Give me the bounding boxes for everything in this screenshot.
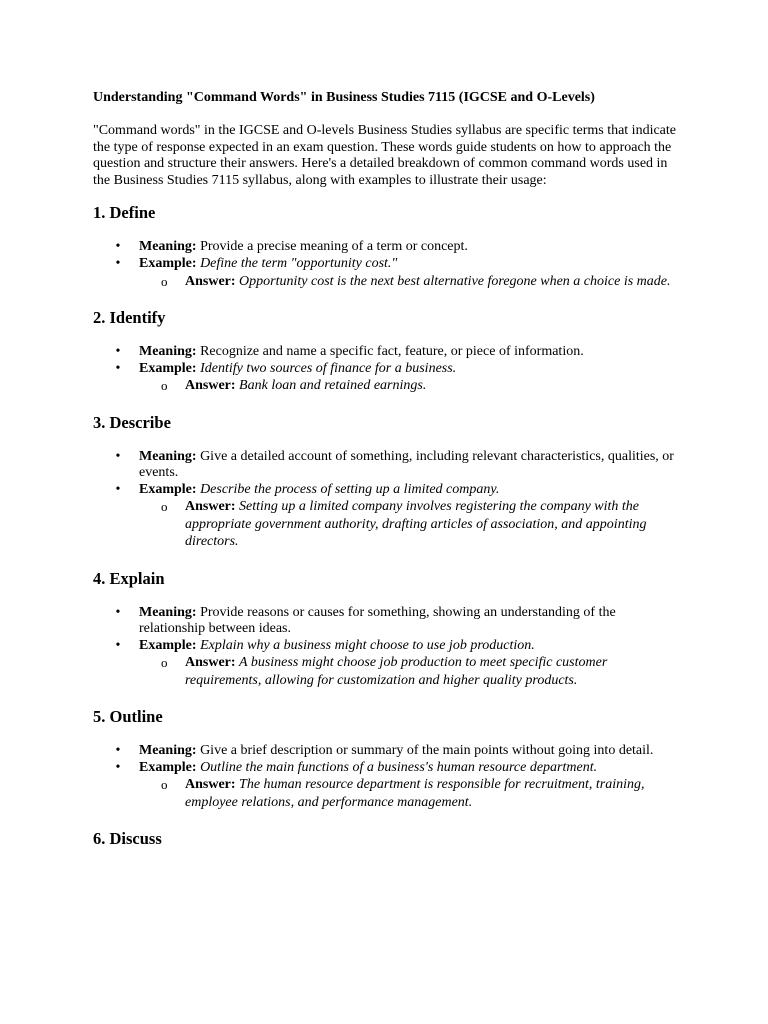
answer-text: Setting up a limited company involves registering the company with the appropriate government authority, drafting articles of association, and appointing directors.	[185, 499, 647, 550]
answer-list	[139, 273, 678, 290]
sub-bullet-icon: o	[161, 273, 168, 289]
answer-list	[139, 377, 678, 394]
bullet-icon: •	[115, 637, 121, 653]
answer-text: The human resource department is responsible for recruitment, training, employee relations, and performance management.	[185, 777, 645, 810]
meaning-text: Give a brief description or summary of the main points without going into detail.	[200, 743, 654, 759]
section-heading: 4. Explain	[93, 568, 165, 588]
sub-bullet-icon: o	[161, 777, 168, 793]
section-heading: 5. Outline	[93, 707, 163, 727]
section-list	[93, 344, 678, 395]
meaning-text: Provide a precise meaning of a term or concept.	[200, 239, 468, 255]
meaning-item	[93, 239, 678, 256]
answer-label: Answer:	[185, 499, 236, 515]
bullet-icon: •	[115, 481, 121, 497]
bullet-icon: •	[115, 255, 121, 271]
section-discuss	[93, 829, 678, 849]
answer-item	[139, 498, 678, 550]
bullet-icon: •	[115, 448, 121, 464]
example-item	[93, 482, 678, 551]
answer-label: Answer:	[185, 655, 236, 671]
answer-text: A business might choose job production to meet specific customer requirements, allowing for customization and higher quality products.	[185, 655, 608, 688]
bullet-icon: •	[115, 759, 121, 775]
answer-text: Bank loan and retained earnings.	[239, 378, 427, 394]
sub-bullet-icon: o	[161, 499, 168, 515]
bullet-icon: •	[115, 743, 121, 759]
answer-list	[139, 498, 678, 550]
section-list	[93, 743, 678, 811]
meaning-item	[93, 743, 678, 760]
meaning-item	[93, 449, 678, 482]
bullet-icon: •	[115, 239, 121, 255]
section-describe	[93, 413, 678, 551]
example-text: Define the term "opportunity cost."	[200, 255, 398, 271]
example-label: Example:	[139, 637, 197, 653]
example-label: Example:	[139, 360, 197, 376]
intro-paragraph: "Command words" in the IGCSE and O-levels Business Studies syllabus are specific terms that indicate the type of response expected in an exam question. These words guide students on how to approach the question and structure their answers. Here's a detailed breakdown of common command words used in the Business Studies 7115 syllabus, along with examples to illustrate their usage:	[93, 123, 676, 188]
meaning-text: Give a detailed account of something, including relevant characteristics, qualities, or events.	[139, 448, 674, 481]
section-list	[93, 239, 678, 290]
answer-list	[139, 776, 678, 811]
example-label: Example:	[139, 759, 197, 775]
section-heading: 3. Describe	[93, 412, 171, 432]
sub-bullet-icon: o	[161, 378, 168, 394]
bullet-icon: •	[115, 343, 121, 359]
example-label: Example:	[139, 481, 197, 497]
section-identify	[93, 308, 678, 395]
answer-label: Answer:	[185, 273, 236, 289]
answer-item	[139, 654, 678, 689]
example-text: Outline the main functions of a business's human resource department.	[200, 759, 598, 775]
meaning-text: Provide reasons or causes for something, showing an understanding of the relationship between ideas.	[139, 604, 616, 637]
example-text: Describe the process of setting up a limited company.	[200, 481, 500, 497]
bullet-icon: •	[115, 604, 121, 620]
meaning-item	[93, 605, 678, 638]
meaning-label: Meaning:	[139, 448, 197, 464]
section-heading: 6. Discuss	[93, 829, 162, 849]
answer-item	[139, 776, 678, 811]
meaning-text: Recognize and name a specific fact, feature, or piece of information.	[200, 343, 584, 359]
meaning-item	[93, 344, 678, 361]
answer-label: Answer:	[185, 378, 236, 394]
meaning-label: Meaning:	[139, 604, 197, 620]
document-title: Understanding "Command Words" in Business Studies 7115 (IGCSE and O-Levels)	[93, 90, 595, 105]
answer-text: Opportunity cost is the next best alternative foregone when a choice is made.	[239, 273, 671, 289]
example-item	[93, 361, 678, 395]
section-list	[93, 605, 678, 690]
section-outline	[93, 707, 678, 811]
meaning-label: Meaning:	[139, 343, 197, 359]
answer-item	[139, 377, 678, 394]
section-explain	[93, 569, 678, 690]
example-item	[93, 256, 678, 290]
answer-label: Answer:	[185, 777, 236, 793]
section-heading: 1. Define	[93, 203, 156, 223]
meaning-label: Meaning:	[139, 743, 197, 759]
example-label: Example:	[139, 255, 197, 271]
example-item	[93, 638, 678, 689]
example-text: Identify two sources of finance for a business.	[200, 360, 457, 376]
sub-bullet-icon: o	[161, 655, 168, 671]
example-item	[93, 760, 678, 811]
meaning-label: Meaning:	[139, 239, 197, 255]
section-list	[93, 449, 678, 551]
section-heading: 2. Identify	[93, 307, 166, 327]
answer-list	[139, 654, 678, 689]
bullet-icon: •	[115, 360, 121, 376]
example-text: Explain why a business might choose to use job production.	[200, 637, 535, 653]
section-define	[93, 203, 678, 290]
answer-item	[139, 273, 678, 290]
